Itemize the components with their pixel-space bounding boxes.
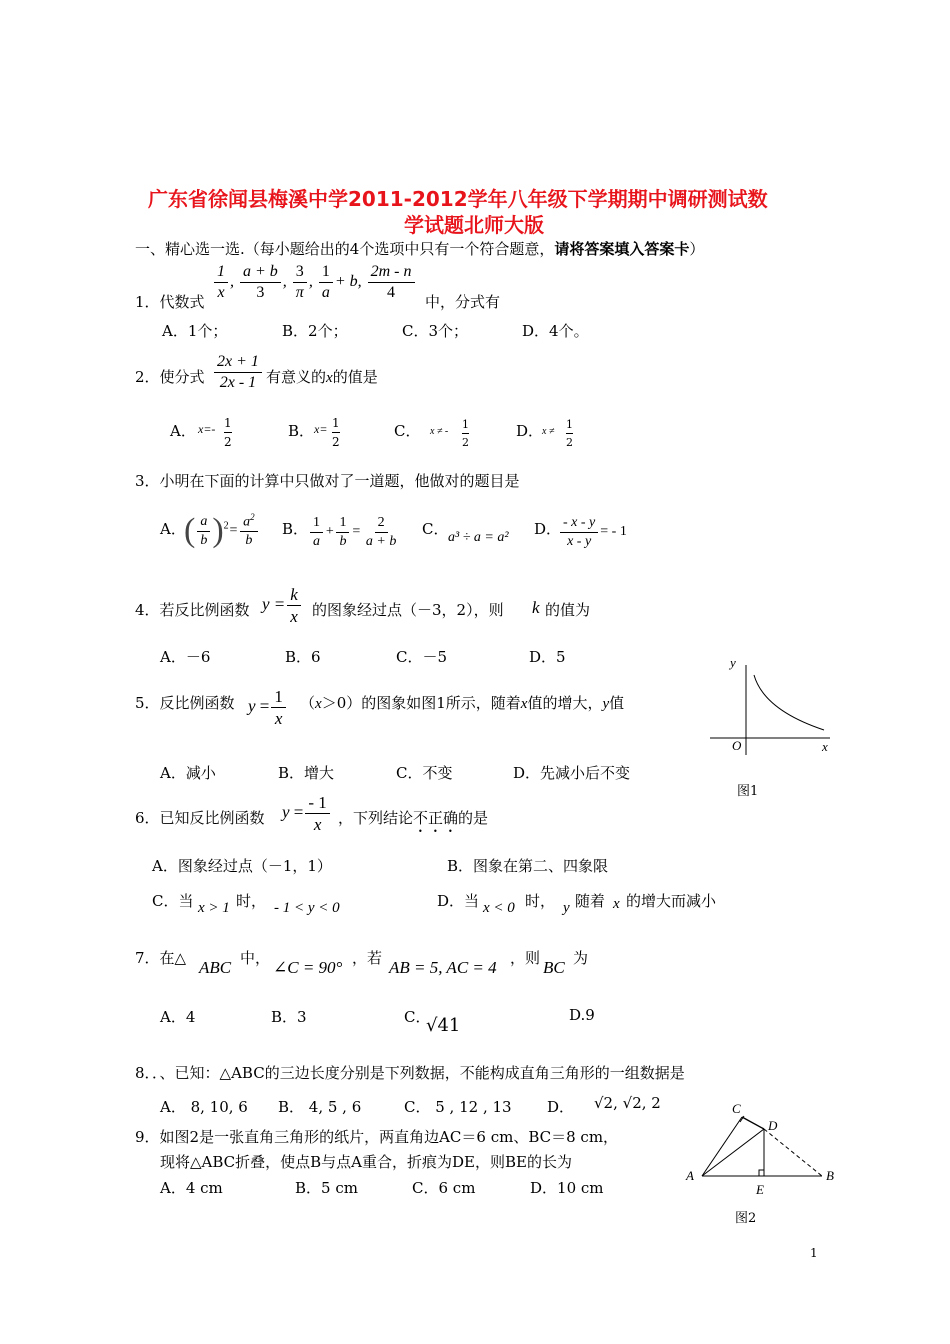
q2-tail-text2: 的值是 bbox=[332, 368, 378, 386]
q4-text1: 4．若反比例函数 bbox=[135, 601, 250, 619]
section-heading-bold: 请将答案填入答案卡 bbox=[554, 240, 690, 258]
q5-option-d: D．先减小后不变 bbox=[513, 764, 631, 782]
q7-text4: ，则 bbox=[510, 949, 541, 967]
q7-option-a: A．4 bbox=[160, 1008, 196, 1026]
q4-function: y = $\frac{k}{x}$ bbox=[262, 584, 303, 628]
q6-option-d: D．当 bbox=[437, 892, 480, 910]
q6-option-c: C．当 bbox=[152, 892, 194, 910]
figure-2-right-angle-mark bbox=[759, 1170, 764, 1176]
figure-2-side-ac bbox=[702, 1117, 742, 1176]
q6-text2: ，下列结论 bbox=[338, 809, 414, 827]
q5-text3: x bbox=[315, 696, 322, 712]
q5-text5: 值的增大， bbox=[527, 694, 603, 712]
q6-option-c-range: - 1 < y < 0 bbox=[274, 900, 340, 916]
q6-option-d-x: x bbox=[613, 896, 620, 912]
q7-bc: BC bbox=[543, 958, 565, 977]
q2-b-half-num: 1 bbox=[332, 416, 340, 430]
q6-text-rest bbox=[338, 807, 488, 836]
figure-2-label-b: B bbox=[826, 1168, 834, 1183]
q6-text3: 的是 bbox=[458, 809, 489, 827]
q8-option-d: D． bbox=[547, 1098, 575, 1116]
q2-option-a-label: A． bbox=[170, 422, 196, 440]
q5-text4: ＞0）的图象如图1所示，随着 bbox=[321, 694, 521, 712]
q6-text1: 6．已知反比例函数 bbox=[135, 809, 265, 827]
q5-function: y = $\frac{1}{x}$ bbox=[248, 686, 288, 730]
q2-c-half-num: 1 bbox=[462, 418, 469, 431]
q9-option-b: B．5 cm bbox=[295, 1179, 358, 1197]
q9-option-a: A．4 cm bbox=[160, 1179, 223, 1197]
q6-option-d-text3: 的增大而减小 bbox=[626, 892, 717, 910]
q2-frac-num: 2x + 1 bbox=[214, 352, 262, 373]
q7-option-d: D.9 bbox=[569, 1006, 595, 1024]
q9-line1: 9．如图2是一张直角三角形的纸片，两直角边AC＝6 cm、BC＝8 cm， bbox=[135, 1128, 619, 1146]
q2-option-b-math: x= bbox=[314, 422, 328, 436]
q5-text-rest: （x＞0）的图象如图1所示，随着x值的增大，y值 bbox=[300, 694, 625, 712]
q5-option-b: B．增大 bbox=[278, 764, 335, 782]
q2-option-d: D． bbox=[516, 422, 544, 440]
figure-2-side-db bbox=[764, 1129, 822, 1176]
q2-c-half-den: 2 bbox=[462, 433, 469, 451]
q2-option-c: C． bbox=[394, 422, 421, 440]
q7-option-c: C． bbox=[404, 1008, 431, 1026]
q3-option-d-rhs: = - 1 bbox=[600, 524, 627, 540]
q6-emphasis: 不正确 bbox=[413, 809, 459, 827]
q4-text2: 的图象经过点（－3，2），则 bbox=[312, 601, 504, 619]
q6-option-b: B．图象在第二、四象限 bbox=[447, 857, 609, 875]
q7-angle: ∠C = 90° bbox=[273, 958, 343, 977]
q9-option-c: C．6 cm bbox=[412, 1179, 476, 1197]
q6-option-d-text2: 随着 bbox=[575, 892, 606, 910]
q2-b-half-den: 2 bbox=[332, 432, 340, 451]
q2-option-c-math: x ≠ - bbox=[430, 426, 449, 437]
doc-title-line2: 学试题北师大版 bbox=[404, 213, 544, 237]
q3-text: 3．小明在下面的计算中只做对了一道题，他做对的题目是 bbox=[135, 472, 520, 490]
q4-option-d: D．5 bbox=[529, 648, 566, 666]
q5-option-a: A．减小 bbox=[160, 764, 216, 782]
q3-option-a: A． bbox=[160, 520, 186, 538]
q2-option-b-half bbox=[332, 414, 340, 451]
q4-text3: 的值为 bbox=[545, 601, 591, 619]
q2-option-a-math: x=- bbox=[198, 422, 216, 436]
q2-tail-text: 有意义的 bbox=[266, 368, 327, 386]
figure-2-label: 图2 bbox=[735, 1211, 757, 1226]
q2-var: x bbox=[326, 370, 333, 386]
q2-option-a-half bbox=[224, 414, 232, 451]
q3-option-c-math: a³ ÷ a = a² bbox=[448, 530, 509, 545]
q7-option-b: B．3 bbox=[271, 1008, 307, 1026]
figure-2-fold-ad bbox=[702, 1129, 764, 1176]
q1-option-c: C．3个； bbox=[402, 322, 469, 340]
section-heading bbox=[135, 238, 704, 259]
q6-option-d-y: y bbox=[563, 900, 570, 916]
figure-2-label-d: D bbox=[768, 1118, 778, 1133]
q4-option-b: B．6 bbox=[285, 648, 321, 666]
q3-option-b-math: $\frac{1}{a}$ + $\frac{1}{b}$ = $\frac{2}{a + b}$ bbox=[308, 514, 401, 550]
q6-option-a: A．图象经过点（－1，1） bbox=[152, 857, 332, 875]
figure-1-graph bbox=[700, 655, 840, 765]
q7-text1: 7．在△ bbox=[135, 949, 187, 967]
q5-text2: （ bbox=[300, 694, 316, 712]
q2-option-c-half bbox=[462, 416, 469, 451]
figure-1-curve bbox=[754, 675, 824, 730]
q6-option-d-text: 时， bbox=[525, 892, 556, 910]
q4-var-k: k bbox=[532, 598, 540, 617]
figure-1-y-label: y bbox=[730, 655, 736, 670]
section-heading-text: 一、精心选一选.（每小题给出的4个选项中只有一个符合题意， bbox=[135, 240, 555, 258]
q9-line2: 现将△ABC折叠，使点B与点A重合，折痕为DE，则BE的长为 bbox=[160, 1153, 572, 1171]
q2-option-d-math: x ≠ bbox=[542, 426, 555, 437]
q7-text3: ，若 bbox=[352, 949, 383, 967]
q7-option-c-value: √41 bbox=[426, 1015, 461, 1036]
figure-1-label: 图1 bbox=[737, 784, 759, 799]
figure-2-label-e: E bbox=[756, 1182, 764, 1197]
q3-option-d: D． bbox=[534, 520, 562, 538]
q1-tail: 中，分式有 bbox=[425, 293, 501, 311]
q2-option-a bbox=[170, 420, 196, 441]
q8-option-b: B． 4, 5 , 6 bbox=[278, 1098, 362, 1116]
q6-option-c-cond: x > 1 bbox=[198, 900, 230, 916]
q5-text1: 5．反比例函数 bbox=[135, 694, 235, 712]
q3-option-b: B． bbox=[282, 520, 309, 538]
figure-2-label-a: A bbox=[686, 1168, 694, 1183]
q3-option-d-math: $\frac{- x - y}{x - y}$ = - 1 bbox=[558, 514, 627, 550]
q1-option-d: D．4个。 bbox=[522, 322, 589, 340]
q2-d-half-den: 2 bbox=[566, 433, 573, 451]
q8-option-d-value: √2, √2, 2 bbox=[594, 1094, 661, 1112]
q4-option-c: C．－5 bbox=[396, 648, 448, 666]
q2-a-half-num: 1 bbox=[224, 416, 232, 430]
q5-text6: 值 bbox=[609, 694, 625, 712]
q6-option-c-text: 时， bbox=[236, 892, 267, 910]
q6-option-d-cond: x < 0 bbox=[483, 900, 515, 916]
q1-expression: $\frac{1}{x}$ , $\frac{a + b}{3}$ , $\frac{3}{\pi}$ , $\frac{1}{a}$ + b, $\frac{2m - n}{4}$ bbox=[212, 262, 417, 303]
q7-condition: AB = 5, AC = 4 bbox=[389, 958, 497, 977]
figure-2-side-cd bbox=[742, 1117, 764, 1129]
q7-text2: 中， bbox=[240, 949, 271, 967]
q8-option-a: A． 8, 10, 6 bbox=[160, 1098, 248, 1116]
q1-option-b: B．2个； bbox=[282, 322, 348, 340]
q8-option-c: C． 5 , 12 , 13 bbox=[404, 1098, 512, 1116]
q2-option-b: B． bbox=[288, 422, 315, 440]
q3-option-a-math: ( $\frac{a}{b}$ )$^2$= $\frac{a^2}{b}$ bbox=[184, 512, 260, 550]
q6-function: y = $\frac{- 1}{x}$ bbox=[282, 792, 332, 836]
q7-abc: ABC bbox=[199, 958, 232, 977]
q1-option-a: A．1个； bbox=[162, 322, 228, 340]
figure-2-label-c: C bbox=[732, 1101, 741, 1116]
doc-title-line1: 广东省徐闻县梅溪中学2011-2012学年八年级下学期期中调研测试数 bbox=[148, 187, 768, 211]
q2-frac-den: 2x - 1 bbox=[219, 374, 257, 391]
q2-tail bbox=[266, 366, 378, 387]
page-number: 1 bbox=[810, 1246, 818, 1260]
figure-1-origin-label: O bbox=[732, 738, 742, 753]
q7-text5: 为 bbox=[573, 949, 589, 967]
q1-number: 1．代数式 bbox=[135, 293, 205, 311]
q4-option-a: A．－6 bbox=[160, 648, 211, 666]
q9-option-d: D．10 cm bbox=[530, 1179, 604, 1197]
figure-1-x-label: x bbox=[822, 739, 828, 754]
q2-number: 2．使分式 bbox=[135, 368, 205, 386]
q5-option-c: C．不变 bbox=[396, 764, 453, 782]
q3-option-c: C． bbox=[422, 520, 449, 538]
q2-fraction bbox=[212, 352, 264, 393]
figure-2-triangle bbox=[680, 1100, 840, 1200]
section-heading-end: ） bbox=[689, 240, 705, 258]
q8-text: 8．．、已知：△ABC的三边长度分别是下列数据，不能构成直角三角形的一组数据是 bbox=[135, 1064, 685, 1082]
q2-option-d-half bbox=[566, 416, 573, 451]
q2-a-half-den: 2 bbox=[224, 432, 232, 451]
q2-d-half-num: 1 bbox=[566, 418, 573, 431]
